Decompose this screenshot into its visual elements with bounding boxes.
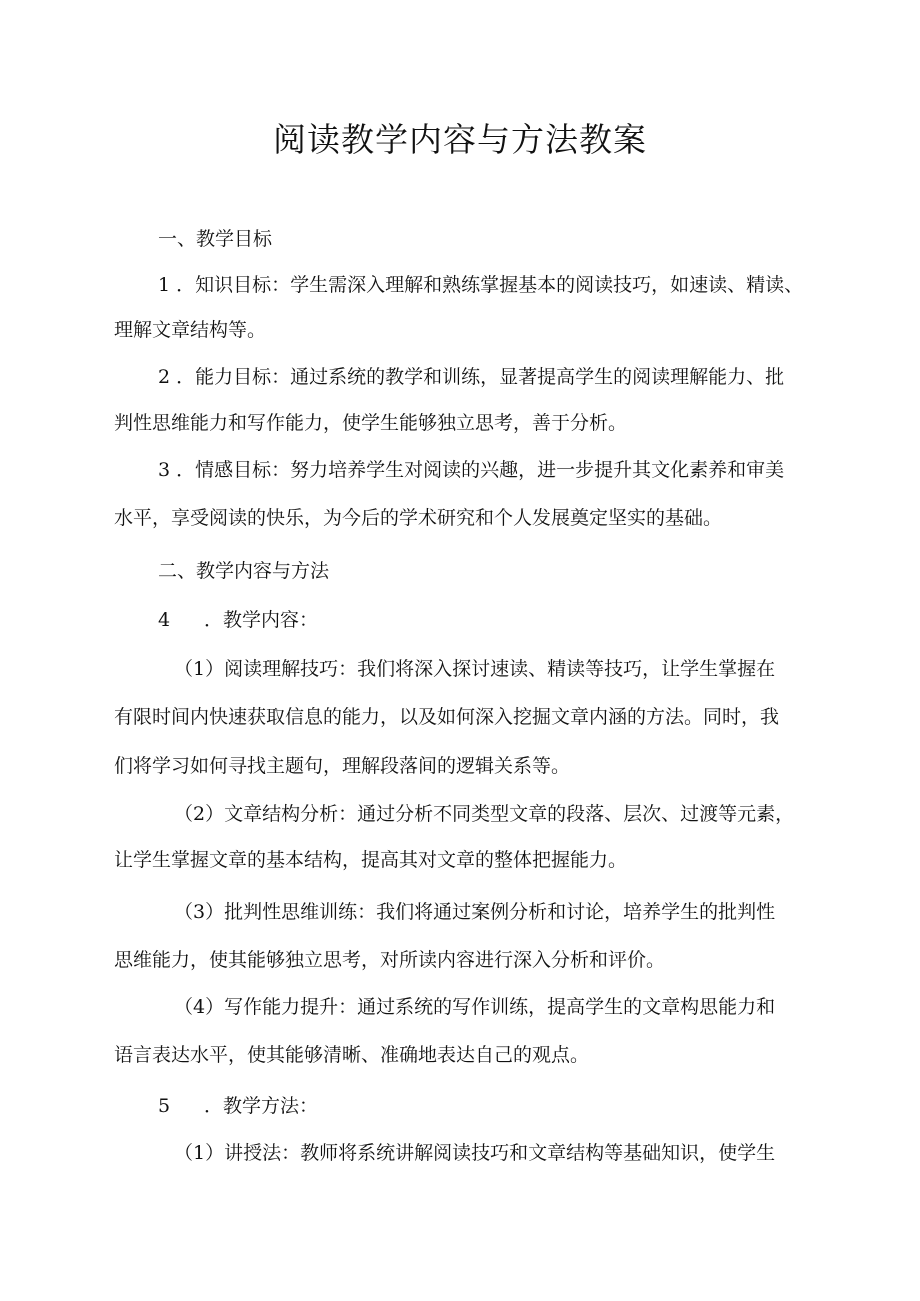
item-number: 1	[158, 274, 171, 296]
objective-item-2-line2: 判性思维能力和写作能力，使学生能够独立思考，善于分析。	[114, 412, 628, 434]
objective-item-3-line1	[158, 455, 784, 485]
item-label: ．教学方法：	[204, 1095, 319, 1117]
item-text: ．能力目标：通过系统的教学和训练，显著提高学生的阅读理解能力、批	[176, 366, 785, 388]
document-title: 阅读教学内容与方法教案	[273, 120, 647, 159]
objective-item-1-line2: 理解文章结构等。	[114, 319, 267, 341]
content-item-3-line2: 思维能力，使其能够独立思考，对所读内容进行深入分析和评价。	[114, 949, 666, 971]
section-heading: 一、教学目标	[158, 228, 273, 250]
method-item-1-line1: （1）讲授法：教师将系统讲解阅读技巧和文章结构等基础知识，使学生	[174, 1142, 776, 1164]
item-number: 4	[158, 609, 171, 631]
content-item-2-line2: 让学生掌握文章的基本结构，提高其对文章的整体把握能力。	[114, 849, 628, 871]
item-text: ．情感目标：努力培养学生对阅读的兴趣，进一步提升其文化素养和审美	[176, 459, 785, 481]
item-number: 3	[158, 459, 171, 481]
item-text: ．知识目标：学生需深入理解和熟练掌握基本的阅读技巧，如速读、精读、	[176, 274, 804, 296]
objective-item-3-line2: 水平，享受阅读的快乐，为今后的学术研究和个人发展奠定坚实的基础。	[114, 507, 723, 529]
content-item-1-line3: 们将学习如何寻找主题句，理解段落间的逻辑关系等。	[114, 755, 571, 777]
objective-item-2-line1	[158, 362, 784, 392]
content-label-line	[158, 605, 318, 635]
method-label-line	[158, 1091, 318, 1121]
content-item-4-line2: 语言表达水平，使其能够清晰、准确地表达自己的观点。	[114, 1044, 590, 1066]
item-number: 5	[158, 1095, 171, 1117]
content-item-4-line1: （4）写作能力提升：通过系统的写作训练，提高学生的文章构思能力和	[174, 996, 776, 1018]
objective-item-1-line1	[158, 270, 803, 300]
item-number: 2	[158, 366, 171, 388]
content-item-1-line1: （1）阅读理解技巧：我们将深入探讨速读、精读等技巧，让学生掌握在	[174, 658, 776, 680]
section-heading: 二、教学内容与方法	[158, 560, 330, 582]
item-label: ．教学内容：	[204, 609, 319, 631]
content-item-3-line1: （3）批判性思维训练：我们将通过案例分析和讨论，培养学生的批判性	[174, 901, 776, 923]
content-item-1-line2: 有限时间内快速获取信息的能力，以及如何深入挖掘文章内涵的方法。同时，我	[114, 706, 780, 728]
content-item-2-line1: （2）文章结构分析：通过分析不同类型文章的段落、层次、过渡等元素，	[174, 803, 795, 825]
